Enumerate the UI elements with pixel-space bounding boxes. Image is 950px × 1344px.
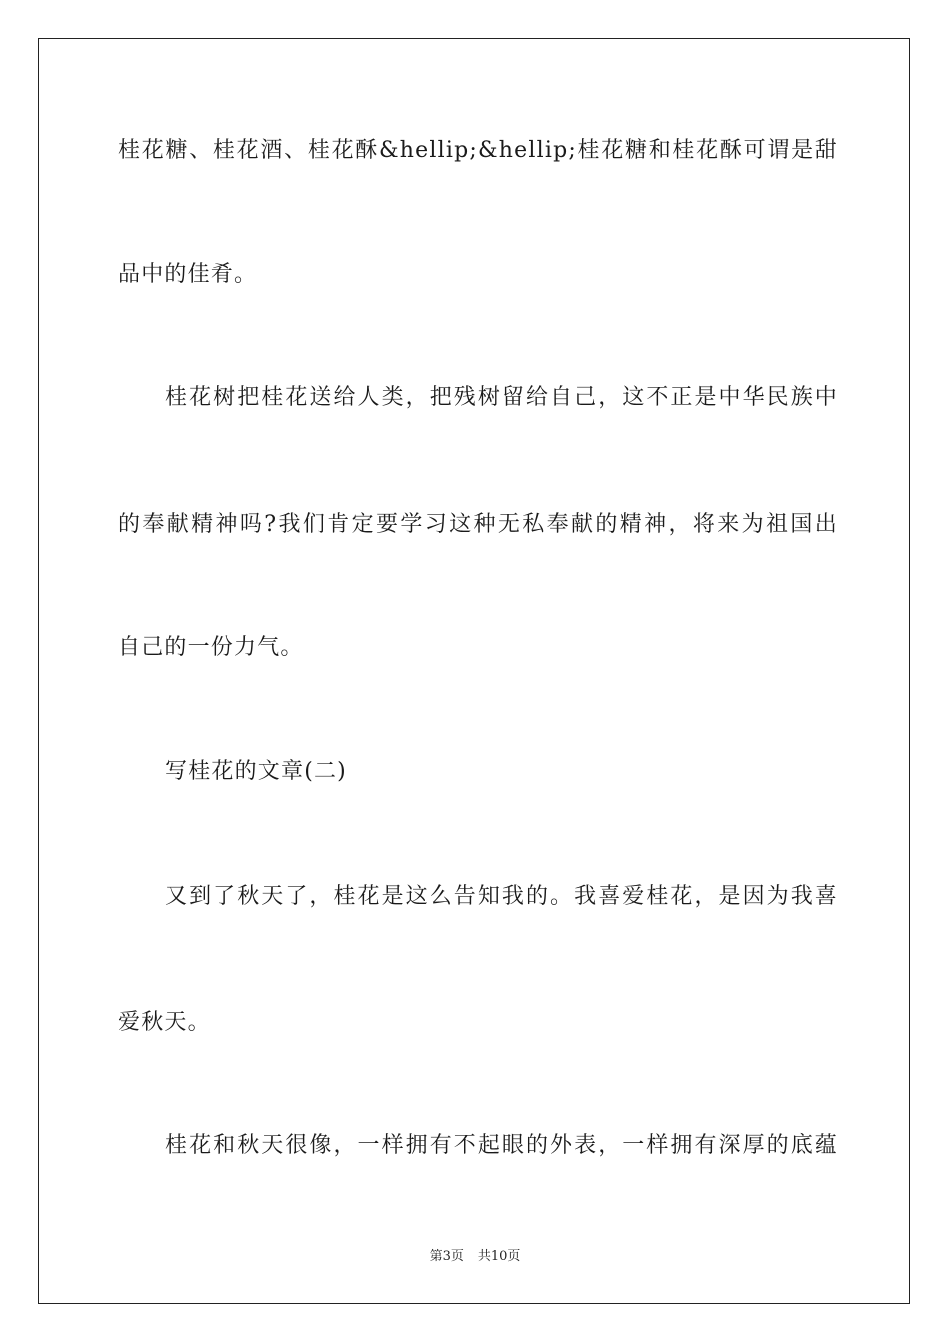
text-line-2: 品中的佳肴。 <box>118 262 258 287</box>
text-line-5: 自己的一份力气。 <box>118 635 304 660</box>
page-border <box>38 38 910 1304</box>
text-line-3: 桂花树把桂花送给人类，把残树留给自己，这不正是中华民族中 <box>165 385 838 410</box>
page-total: 共10页 <box>477 1249 521 1264</box>
page-number: 第3页 <box>429 1249 464 1264</box>
text-line-1: 桂花糖、桂花酒、桂花酥&hellip;&hellip;桂花糖和桂花酥可谓是甜 <box>118 138 838 163</box>
text-line-9: 桂花和秋天很像，一样拥有不起眼的外表，一样拥有深厚的底蕴 <box>165 1133 838 1158</box>
page-footer <box>0 1248 950 1266</box>
text-line-8: 爱秋天。 <box>118 1010 211 1035</box>
section-heading: 写桂花的文章(二) <box>165 759 347 784</box>
text-line-4: 的奉献精神吗?我们肯定要学习这种无私奉献的精神，将来为祖国出 <box>118 512 838 537</box>
text-line-7: 又到了秋天了，桂花是这么告知我的。我喜爱桂花，是因为我喜 <box>165 884 838 909</box>
